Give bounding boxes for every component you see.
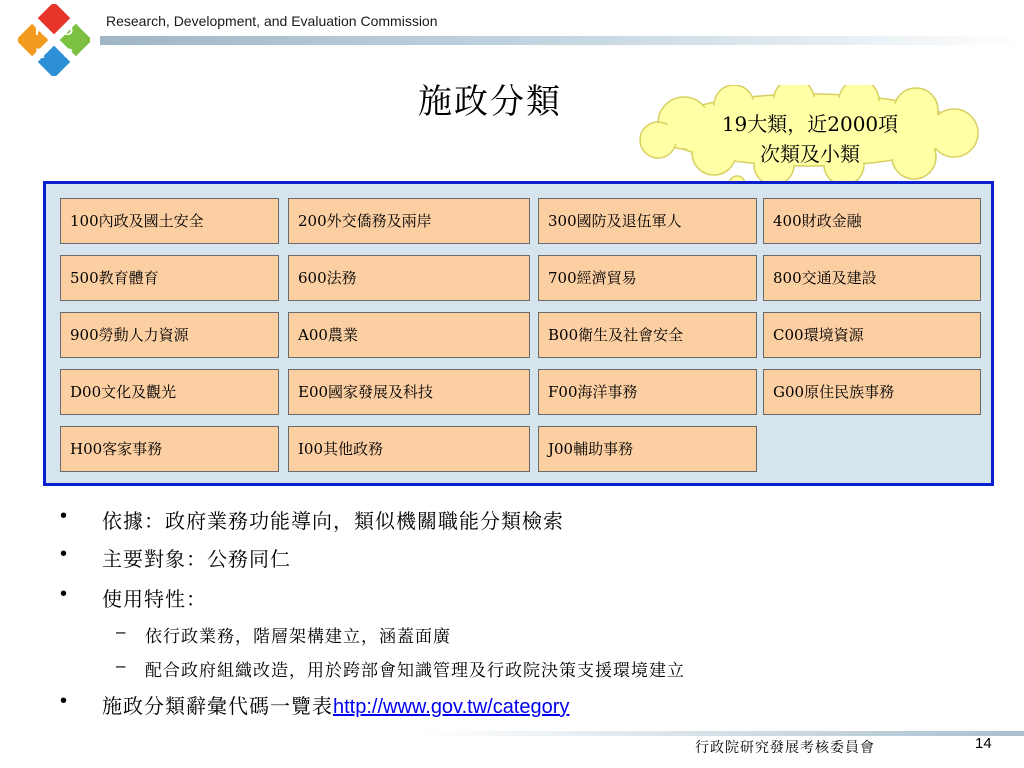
bullet-symbol: • [60,690,68,712]
callout-text [660,109,960,169]
bullet-symbol: • [60,583,68,605]
category-cell: C00環境資源 [763,312,981,358]
category-cell: D00文化及觀光 [60,369,279,415]
category-cell: 900勞動人力資源 [60,312,279,358]
bullet-basis: 依據：政府業務功能導向，類似機關職能分類檢索 [102,509,564,533]
dash-symbol: – [116,622,126,641]
category-cell: 600法務 [288,255,530,301]
bullet-features: 使用特性： [102,587,207,611]
category-cell: 800交通及建設 [763,255,981,301]
category-cell: G00原住民族事務 [763,369,981,415]
category-cell: 100內政及國土安全 [60,198,279,244]
rdec-logo [18,4,90,76]
code-list-label: 施政分類辭彙代碼一覽表 [102,694,333,718]
category-cell: F00海洋事務 [538,369,757,415]
bullet-symbol: • [60,543,68,565]
bullet-symbol: • [60,505,68,527]
category-cell: H00客家事務 [60,426,279,472]
logo-letter-r: R [34,22,46,38]
page-title: 施政分類 [418,82,562,122]
category-cell: B00衛生及社會安全 [538,312,757,358]
page-number: 14 [975,735,992,752]
category-cell: J00輔助事務 [538,426,757,472]
dash-symbol: – [116,656,126,675]
sub-bullet-reorg: 配合政府組織改造，用於跨部會知識管理及行政院決策支援環境建立 [145,661,685,681]
logo-letter-c: C [62,45,74,61]
category-cell: 500教育體育 [60,255,279,301]
callout-line-1: 19大類，近2000項 [721,112,899,136]
footer-organization: 行政院研究發展考核委員會 [695,740,875,756]
category-cell: E00國家發展及科技 [288,369,530,415]
category-link[interactable]: http://www.gov.tw/category [333,696,570,718]
category-cell: I00其他政務 [288,426,530,472]
category-cell: 700經濟貿易 [538,255,757,301]
header-divider [100,36,1024,45]
logo-letter-d: D [62,22,74,38]
category-cell: 300國防及退伍軍人 [538,198,757,244]
logo-letter-e: E [35,45,45,61]
category-cell: 200外交僑務及兩岸 [288,198,530,244]
bullet-code-list [102,690,569,719]
category-cell: A00農業 [288,312,530,358]
footer-divider [420,731,1024,736]
category-cell: 400財政金融 [763,198,981,244]
callout-line-2: 次類及小類 [760,142,860,166]
sub-bullet-hierarchy: 依行政業務，階層架構建立，涵蓋面廣 [145,627,451,647]
bullet-audience: 主要對象：公務同仁 [102,547,291,571]
organization-name: Research, Development, and Evaluation Commission [106,13,438,29]
